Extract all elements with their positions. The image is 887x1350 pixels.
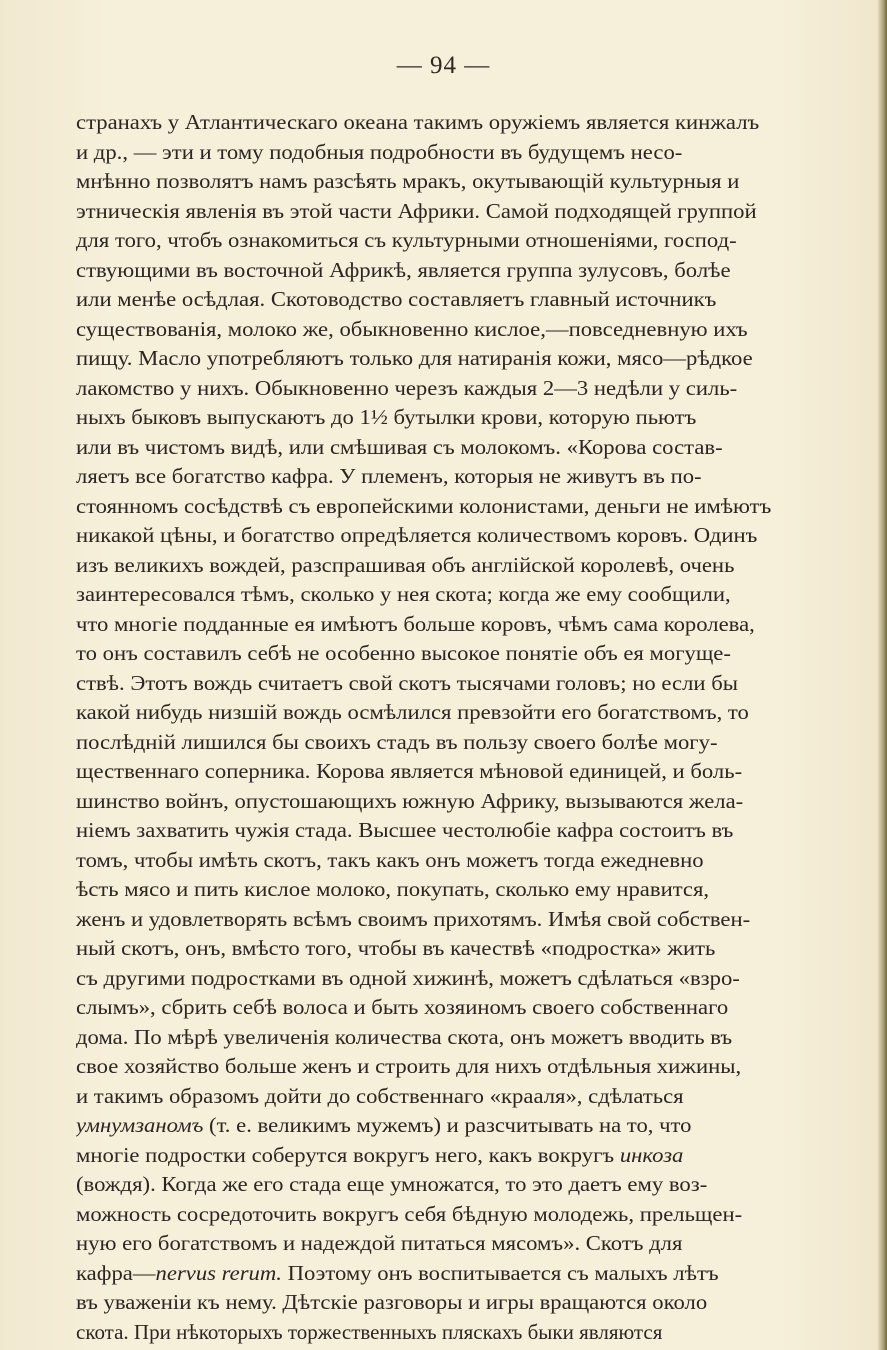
text-line: изъ великихъ вождей, разспрашивая объ англійской королевѣ, очень: [76, 552, 735, 577]
text-line: въ уваженіи къ нему. Дѣтскіе разговоры и игры вращаются около: [76, 1290, 708, 1314]
text-line: этническія явленія въ этой части Африки. Самой подходящей группой: [76, 198, 757, 223]
text-line: ствѣ. Этотъ вождь считаетъ свой скотъ тысячами головъ; но если бы: [76, 670, 738, 695]
text-line: [76, 1259, 810, 1289]
text-line: слымъ», сбрить себѣ волоса и быть хозяиномъ своего собственнаго: [76, 995, 729, 1019]
text-line: свое хозяйство больше женъ и строить для нихъ отдѣльныя хижины,: [76, 1054, 742, 1078]
text-line: томъ, чтобы имѣть скотъ, такъ какъ онъ можетъ тогда ежедневно: [76, 847, 704, 872]
text-line: скота. При нѣкоторыхъ торжественныхъ пляскахъ быки являются: [76, 1319, 663, 1344]
text-line: съ другими подростками въ одной хижинѣ, можетъ сдѣлаться «взро-: [76, 965, 740, 990]
text-line: ныхъ быковъ выпускаютъ до 1½ бутылки крови, которую пьютъ: [76, 405, 697, 429]
text-line: ный скотъ, онъ, вмѣсто того, чтобы въ качествѣ «подростка» жить: [76, 936, 716, 960]
text-span: Поэтому онъ воспитывается съ малыхъ лѣтъ: [281, 1260, 719, 1285]
page-number: — 94 —: [396, 52, 491, 79]
text-line: можность сосредоточить вокругъ себя бѣдную молодежь, прельщен-: [76, 1201, 743, 1226]
text-line: женъ и удовлетворять всѣмъ своимъ прихотямъ. Имѣя свой собствен-: [76, 906, 751, 931]
text-line: пищу. Масло употребляютъ только для натиранія кожи, мясо—рѣдкое: [76, 346, 753, 370]
text-line: ляетъ все богатство кафра. У племенъ, которыя не живутъ въ по-: [76, 464, 702, 488]
text-line: ѣсть мясо и пить кислое молоко, покупать, сколько ему нравится,: [76, 877, 710, 901]
text-line: существованія, молоко же, обыкновенно кислое,—повседневную ихъ: [76, 316, 748, 341]
text-line: и такимъ образомъ дойти до собственнаго «крааля», сдѣлаться: [76, 1083, 684, 1108]
text-line: послѣдній лишился бы своихъ стадъ въ пользу своего болѣе могу-: [76, 729, 718, 754]
italic-term: умнумзаномъ: [76, 1113, 204, 1137]
text-line: какой нибудь низшій вождь осмѣлился превзойти его богатствомъ, то: [76, 700, 749, 724]
text-line: что многіе подданные ея имѣютъ больше коровъ, чѣмъ сама королева,: [76, 611, 755, 636]
text-line: ствующими въ восточной Африкѣ, является группа зулусовъ, болѣе: [76, 257, 731, 282]
page-edge: [877, 0, 887, 1350]
text-line: то онъ составилъ себѣ не особенно высокое понятіе объ ея могуще-: [76, 641, 731, 665]
text-line: шинство войнъ, опустошающихъ южную Африку, вызываются жела-: [76, 788, 744, 813]
body-text: [76, 108, 810, 1347]
text-line: [76, 1141, 810, 1171]
text-line: [76, 1111, 810, 1141]
text-span: (т. е. великимъ мужемъ) и разсчитывать на то, что: [203, 1113, 692, 1137]
italic-term: nervus rerum.: [155, 1260, 282, 1285]
text-span: кафра—: [76, 1260, 156, 1285]
text-span: многіе подростки соберутся вокругъ него, какъ вокругъ: [76, 1142, 620, 1167]
text-line: лакомство у нихъ. Обыкновенно черезъ каждыя 2—3 недѣли у силь-: [76, 375, 738, 400]
text-line: щественнаго соперника. Корова является мѣновой единицей, и боль-: [76, 759, 743, 783]
text-line: (вождя). Когда же его стада еще умножатся, то это даетъ ему воз-: [76, 1172, 708, 1196]
text-line: заинтересовался тѣмъ, сколько у нея скота; когда же ему сообщили,: [76, 582, 731, 606]
text-line: дома. По мѣрѣ увеличенія количества скота, онъ можетъ вводить въ: [76, 1024, 733, 1049]
text-line: никакой цѣны, и богатство опредѣляется количествомъ коровъ. Одинъ: [76, 523, 758, 547]
text-line: для того, чтобъ ознакомиться съ культурными отношеніями, господ-: [76, 228, 737, 252]
text-line: или въ чистомъ видѣ, или смѣшивая съ молокомъ. «Корова состав-: [76, 434, 723, 459]
italic-term: инкоза: [619, 1142, 684, 1167]
text-line: и др., — эти и тому подобныя подробности въ будущемъ несо-: [76, 139, 683, 164]
text-line: ніемъ захватить чужія стада. Высшее честолюбіе кафра состоитъ въ: [76, 818, 734, 842]
text-line: странахъ у Атлантическаго океана такимъ оружіемъ является кинжалъ: [76, 110, 760, 134]
text-line: или менѣе осѣдлая. Скотоводство составляетъ главный источникъ: [76, 287, 717, 311]
text-line: мнѣнно позволятъ намъ разсѣять мракъ, окутывающій культурныя и: [76, 169, 740, 193]
text-line: ную его богатствомъ и надеждой питаться мясомъ». Скотъ для: [76, 1231, 683, 1255]
text-line: стоянномъ сосѣдствѣ съ европейскими колонистами, деньги не имѣютъ: [76, 493, 772, 518]
